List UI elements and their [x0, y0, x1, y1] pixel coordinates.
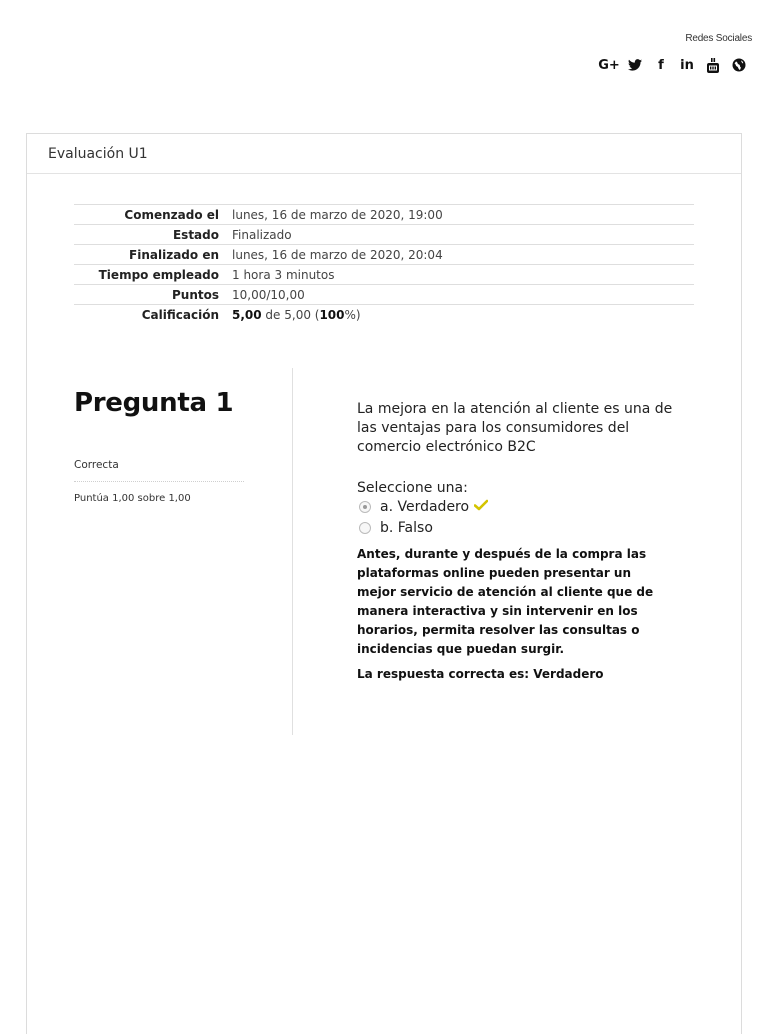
summary-label: Estado — [172, 228, 219, 242]
general-feedback: Antes, durante y después de la compra las plataformas online pueden presentar un mejor servicio de atención al cliente que de manera interactiva y sin intervenir en los horarios, permita resolver las consultas o incidencias que puedan surgir. — [357, 547, 654, 656]
grade-middle: de 5,00 ( — [261, 308, 320, 322]
right-answer: La respuesta correcta es: Verdadero — [357, 667, 604, 681]
radio-button[interactable] — [359, 522, 371, 534]
question-state: Correcta — [74, 459, 244, 482]
checkmark-icon — [474, 499, 488, 515]
grade-percent: 100 — [319, 308, 345, 322]
summary-value: 1 hora 3 minutos — [232, 268, 335, 282]
twitter-icon[interactable] — [622, 56, 648, 74]
question-content — [357, 400, 677, 681]
quiz-review-card — [26, 133, 742, 1034]
table-row — [74, 205, 694, 225]
question-grade: Puntúa 1,00 sobre 1,00 — [74, 493, 191, 504]
social-networks — [596, 33, 752, 74]
summary-label: Puntos — [171, 288, 219, 302]
grade-suffix: %) — [344, 308, 361, 322]
attempt-summary-table — [74, 204, 694, 324]
facebook-icon[interactable]: f — [658, 57, 664, 73]
social-title: Redes Sociales — [685, 33, 752, 44]
youtube-icon[interactable] — [700, 56, 726, 74]
grade-value — [226, 305, 694, 325]
grade-label: Calificación — [141, 308, 219, 322]
globe-icon[interactable] — [726, 56, 752, 74]
table-row — [74, 245, 694, 265]
answer-option-a[interactable] — [357, 496, 677, 517]
table-row — [74, 225, 694, 245]
summary-label: Comenzado el — [124, 208, 219, 222]
summary-value: Finalizado — [232, 228, 292, 242]
answer-option-b[interactable] — [357, 517, 677, 538]
google-plus-icon[interactable]: G+ — [598, 57, 620, 73]
summary-label: Tiempo empleado — [98, 268, 219, 282]
summary-value: lunes, 16 de marzo de 2020, 19:00 — [232, 208, 443, 222]
social-icons — [596, 56, 752, 74]
page-title: Evaluación U1 — [48, 145, 148, 162]
card-header — [27, 134, 741, 174]
question-text: La mejora en la atención al cliente es una de las ventajas para los consumidores del comercio electrónico B2C — [357, 401, 673, 455]
summary-label: Finalizado en — [129, 248, 219, 262]
summary-value: lunes, 16 de marzo de 2020, 20:04 — [232, 248, 443, 262]
answer-label: a. Verdadero — [380, 498, 470, 515]
table-row — [74, 305, 694, 325]
question-title: Pregunta 1 — [74, 388, 234, 418]
radio-button-selected[interactable] — [359, 501, 371, 513]
question-prompt: Seleccione una: — [357, 480, 468, 496]
table-row — [74, 265, 694, 285]
answer-label: b. Falso — [380, 519, 433, 536]
question-info — [74, 368, 293, 735]
summary-value: 10,00/10,00 — [232, 288, 305, 302]
table-row — [74, 285, 694, 305]
linkedin-icon[interactable]: in — [680, 57, 694, 73]
grade-score: 5,00 — [232, 308, 262, 322]
